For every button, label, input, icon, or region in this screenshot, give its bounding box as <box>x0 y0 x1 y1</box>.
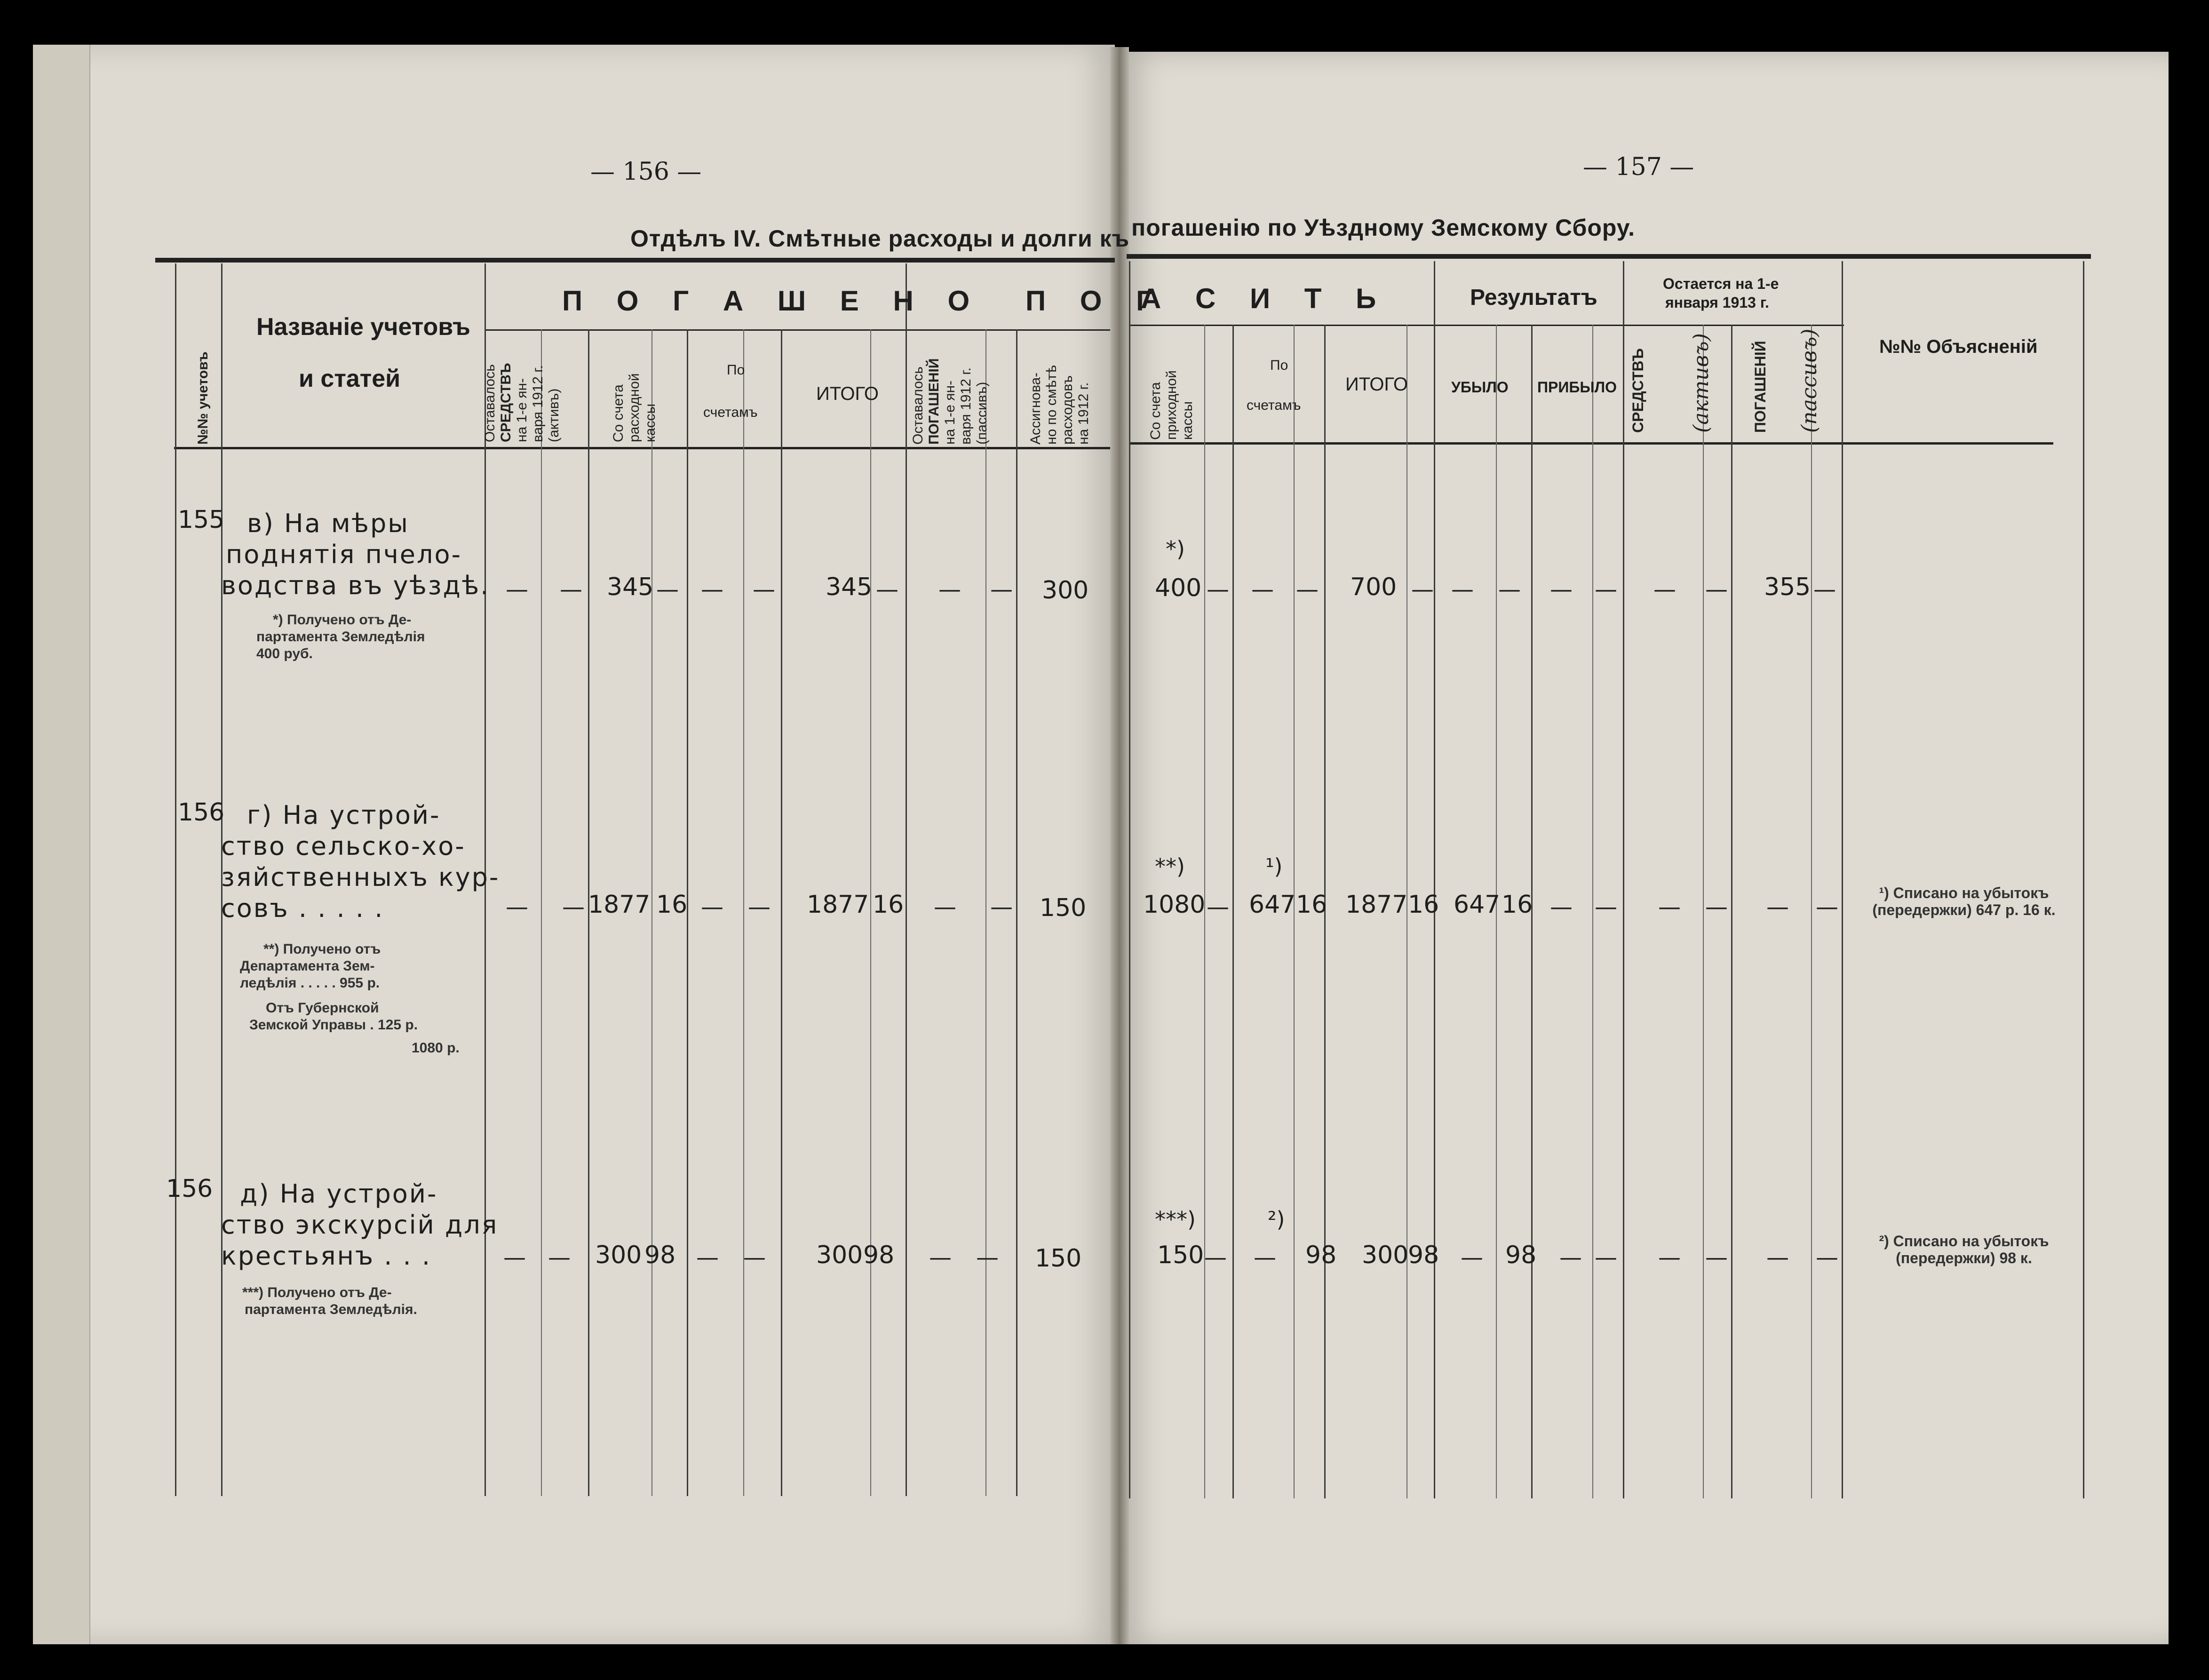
dash: — <box>696 1244 719 1271</box>
row-name-line: водства въ уѣздѣ. <box>221 571 490 600</box>
dash: — <box>753 576 775 603</box>
col-rule <box>781 329 782 1496</box>
dash: — <box>1813 576 1836 603</box>
dash: — <box>990 894 1013 920</box>
dash: — <box>990 576 1013 603</box>
col-rule <box>1842 261 1843 1498</box>
total-r-kopecks: 16 <box>1408 891 1439 919</box>
row-note-line: ледѣлія . . . . . 955 р. <box>240 975 380 991</box>
assigned-value: 150 <box>1035 1244 1082 1273</box>
col-rule <box>906 263 907 1496</box>
dash: — <box>1207 894 1229 920</box>
col-assigned-header: Ассигнова- но по смѣтѣ расходовъ на 1912 г. <box>1028 365 1091 445</box>
dash: — <box>503 1244 526 1271</box>
left-page-number: — 156 — <box>590 158 702 186</box>
row-note-line: Земской Управы . 125 р. <box>249 1017 418 1033</box>
by-accounts-kopecks: 16 <box>1296 891 1327 919</box>
dash: — <box>1595 894 1617 920</box>
right-page-number: — 157 — <box>1583 153 1694 181</box>
row-note-line: *) Получено отъ Де- <box>273 612 412 628</box>
dash: — <box>1254 1244 1276 1271</box>
dash: — <box>1461 1244 1483 1271</box>
assigned-value: 150 <box>1040 894 1087 922</box>
section-title-right: погашенію по Уѣздному Земскому Сбору. <box>1131 215 1636 241</box>
remains-debts-value: 355 <box>1764 573 1811 601</box>
table-top-rule-right <box>1127 254 2091 259</box>
row-name-line: поднятія пчело- <box>226 540 462 569</box>
row-note-line: ***) Получено отъ Де- <box>242 1285 392 1300</box>
row-note-line: 1080 р. <box>412 1040 460 1056</box>
row-name-line: в) На мѣры <box>247 509 409 538</box>
loss-value: 647 <box>1454 891 1501 919</box>
from-income-value: 150 <box>1157 1241 1204 1269</box>
total-value: 1877 <box>807 891 869 919</box>
assigned-value: 300 <box>1042 576 1089 605</box>
dash: — <box>506 894 528 920</box>
total-value: 345 <box>826 573 873 601</box>
total-r-value: 300 <box>1362 1241 1409 1269</box>
remains-debts-header-1: ПОГАШЕНІЙ <box>1752 341 1769 433</box>
dash: — <box>1411 576 1434 603</box>
paid-header-left: П О Г А Ш Е Н О <box>562 285 983 317</box>
dash: — <box>1705 576 1728 603</box>
dash: — <box>1705 1244 1728 1271</box>
acct-no-header: №№ учетовъ <box>195 351 211 445</box>
dash: — <box>1816 894 1838 920</box>
dash: — <box>1766 894 1789 920</box>
row-note-line: **) Получено отъ <box>263 941 381 957</box>
dash: — <box>1550 576 1573 603</box>
row-name-line: г) На устрой- <box>247 800 441 830</box>
dash: — <box>1658 1244 1681 1271</box>
acct-number: 156 <box>166 1175 213 1203</box>
total-kopecks: 98 <box>863 1241 895 1269</box>
dash: — <box>938 576 961 603</box>
dash: — <box>506 576 528 603</box>
dash: — <box>748 894 771 920</box>
col-rule <box>1731 325 1732 1498</box>
from-expense-value: 345 <box>607 573 654 601</box>
dash: — <box>1658 894 1681 920</box>
result-header: Результатъ <box>1470 285 1597 310</box>
col-rule <box>1232 325 1234 1498</box>
row-note-line: партамента Земледѣлія <box>256 629 425 645</box>
remains-debts-header-2: (пассивъ) <box>1797 328 1821 433</box>
total-r-value: 700 <box>1350 573 1397 601</box>
dash: — <box>1595 576 1617 603</box>
col-rule <box>1434 261 1435 1498</box>
dash: — <box>562 894 585 920</box>
table-top-rule-left <box>155 258 1115 263</box>
row-name-line: ство сельско-хо- <box>221 831 466 861</box>
dash: — <box>1251 576 1274 603</box>
by-accounts-value: 647 <box>1249 891 1296 919</box>
name-header-1: Названіе учетовъ <box>256 313 470 341</box>
acct-number: 155 <box>178 506 225 534</box>
header-bottom-rule-right <box>1129 442 2053 445</box>
explanation-note: ²) Списано на убытокъ (передержки) 98 к. <box>1879 1233 2049 1266</box>
col-rule <box>870 329 871 1496</box>
explanations-header: №№ Объясненій <box>1879 336 2038 357</box>
from-expense-kopecks: 98 <box>644 1241 676 1269</box>
dash: — <box>656 576 679 603</box>
dash: — <box>934 894 956 920</box>
dash: — <box>1207 576 1229 603</box>
accounts-footnote-mark: ²) <box>1268 1207 1285 1232</box>
col-total-header: ИТОГО <box>816 383 879 404</box>
col-by-accounts-header-2: счетамъ <box>703 405 758 420</box>
gain-header: ПРИБЫЛО <box>1537 379 1617 396</box>
total-r-value: 1877 <box>1345 891 1408 919</box>
remains-assets-header-2: (активъ) <box>1689 333 1713 433</box>
dash: — <box>1595 1244 1617 1271</box>
loss-header: УБЫЛО <box>1451 379 1509 396</box>
dash: — <box>1816 1244 1838 1271</box>
income-footnote-mark: *) <box>1166 536 1185 562</box>
paid-header-right-a: П О Г <box>1025 285 1166 317</box>
dash: — <box>1296 576 1319 603</box>
dash: — <box>1705 894 1728 920</box>
row-note-line: 400 руб. <box>256 646 313 661</box>
dash: — <box>1451 576 1474 603</box>
col-by-accounts-r-header-1: По <box>1270 358 1288 373</box>
row-note-line: Отъ Губернской <box>266 1000 379 1016</box>
remains-header-1: Остается на 1-е <box>1663 275 1779 292</box>
col-rule <box>985 329 986 1496</box>
total-kopecks: 16 <box>873 891 904 919</box>
explanation-note: ¹) Списано на убытокъ (передержки) 647 р. 16 к. <box>1872 884 2056 918</box>
dash: — <box>976 1244 999 1271</box>
accounts-footnote-mark: ¹) <box>1265 854 1283 879</box>
dash: — <box>876 576 898 603</box>
col-rule <box>1016 329 1017 1496</box>
from-expense-value: 1877 <box>588 891 651 919</box>
dash: — <box>1653 576 1676 603</box>
name-header-2: и статей <box>299 365 401 392</box>
acct-number: 156 <box>178 798 225 827</box>
dash: — <box>743 1244 766 1271</box>
row-name-line: крестьянъ . . . <box>221 1241 432 1271</box>
col-from-income-header: Со счета приходной кассы <box>1148 370 1195 440</box>
by-accounts-kopecks: 98 <box>1305 1241 1337 1269</box>
dash: — <box>1559 1244 1582 1271</box>
row-name-line: д) На устрой- <box>240 1179 438 1209</box>
page-stack-edge <box>33 45 90 1644</box>
dash: — <box>1766 1244 1789 1271</box>
row-name-line: совъ . . . . . <box>221 893 384 923</box>
total-r-kopecks: 98 <box>1408 1241 1439 1269</box>
row-note-line: Департамента Зем- <box>240 958 375 974</box>
paid-header-right-b: А С И Т Ь <box>1141 283 1390 314</box>
col-remained-assets-header: Оставалось СРЕДСТВЪ на 1-е ян- варя 1912 г. (активъ) <box>482 363 562 442</box>
col-rule <box>541 329 542 1496</box>
row-name-line: ство экскурсій для <box>221 1210 499 1240</box>
row-name-line: зяйственныхъ кур- <box>221 862 500 892</box>
row-note-line: партамента Земледѣлія. <box>245 1302 417 1317</box>
col-rule <box>1623 261 1624 1498</box>
dash: — <box>1204 1244 1227 1271</box>
col-remained-debts-header: Оставалось ПОГАШЕНІЙ на 1-е ян- варя 1912 г. (пассивъ) <box>910 358 990 445</box>
remains-header-2: января 1913 г. <box>1665 294 1769 311</box>
income-footnote-mark: ***) <box>1155 1207 1196 1232</box>
col-rule <box>2083 261 2084 1498</box>
col-from-expense-header: Со счета расходной кассы <box>611 373 658 442</box>
dash: — <box>929 1244 952 1271</box>
col-rule <box>1129 261 1130 1498</box>
header-bottom-rule-left <box>174 447 1110 449</box>
from-income-value: 400 <box>1155 574 1202 602</box>
from-expense-value: 300 <box>595 1241 642 1269</box>
dash: — <box>560 576 582 603</box>
col-rule <box>1703 325 1704 1498</box>
col-total-r-header: ИТОГО <box>1345 374 1408 395</box>
col-rule <box>1811 325 1812 1498</box>
dash: — <box>1550 894 1573 920</box>
remains-assets-header-1: СРЕДСТВЪ <box>1629 348 1646 433</box>
from-income-value: 1080 <box>1143 891 1206 919</box>
subheader-rule-right <box>1129 325 1844 326</box>
col-rule <box>1592 325 1593 1498</box>
dash: — <box>1498 576 1521 603</box>
section-title-left: Отдѣлъ IV. Смѣтные расходы и долги къ <box>630 225 1130 252</box>
dash: — <box>701 576 723 603</box>
loss-kopecks: 16 <box>1502 891 1533 919</box>
col-rule <box>743 329 744 1496</box>
income-footnote-mark: **) <box>1155 854 1185 879</box>
from-expense-kopecks: 16 <box>656 891 688 919</box>
total-value: 300 <box>816 1241 863 1269</box>
col-rule <box>175 263 176 1496</box>
loss-kopecks: 98 <box>1505 1241 1537 1269</box>
dash: — <box>548 1244 571 1271</box>
col-by-accounts-r-header-2: счетамъ <box>1247 398 1301 413</box>
dash: — <box>701 894 723 920</box>
col-by-accounts-header-1: По <box>727 362 745 378</box>
